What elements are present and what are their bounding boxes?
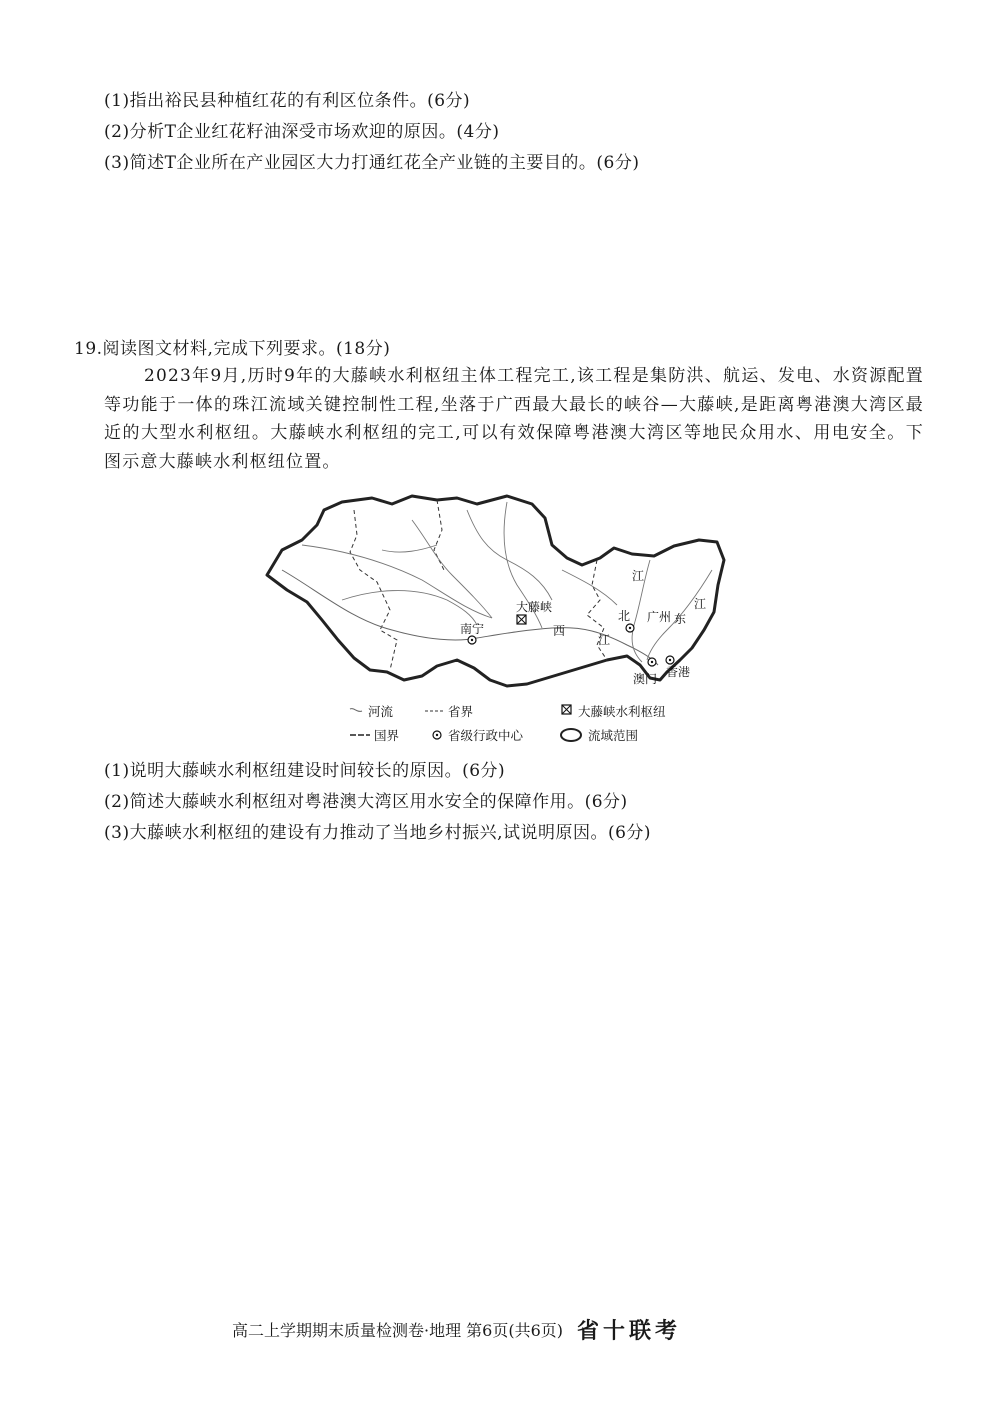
river [282, 570, 658, 665]
river [562, 570, 617, 605]
aomen-marker [648, 658, 656, 666]
label-xianggang: 香港 [666, 665, 691, 679]
q19-part-1: (1)说明大藤峡水利枢纽建设时间较长的原因。(6分) [104, 761, 506, 781]
legend-river-label: 河流 [368, 704, 394, 719]
question-19-paragraph: 2023年9月,历时9年的大藤峡水利枢纽主体工程完工,该工程是集防洪、航运、发电、水资源配置等功能于一体的珠江流域关键控制性工程,坐落于广西最大最长的峡谷—大藤峡,是距离粤港澳大湾区最近的大型水利枢纽。大藤峡水利枢纽的完工,可以有效保障粤港澳大湾区等地民众用水、用电安全。下图示意大藤峡水利枢纽位置。 [104, 366, 924, 472]
label-jiang3: 江 [694, 597, 707, 611]
legend-basin-symbol [561, 729, 581, 741]
legend-river-symbol [350, 709, 362, 712]
footer-brand: 省十联考 [577, 1318, 682, 1344]
legend-basin-label: 流域范围 [588, 728, 639, 743]
q18-part-2: (2)分析T企业红花籽油深受市场欢迎的原因。(4分) [104, 122, 500, 142]
label-aomen: 澳门 [633, 672, 658, 686]
legend-national-border-label: 国界 [374, 728, 400, 743]
q19-part-3: (3)大藤峡水利枢纽的建设有力推动了当地乡村振兴,试说明原因。(6分) [104, 823, 652, 843]
question-19-material [104, 362, 924, 476]
label-jiang: 江 [598, 633, 611, 647]
provincial-border [350, 510, 397, 670]
q18-part-1: (1)指出裕民县种植红花的有利区位条件。(6分) [104, 91, 471, 111]
river [382, 545, 437, 552]
legend-dam-label: 大藤峡水利枢纽 [578, 704, 666, 719]
label-nanning: 南宁 [460, 622, 485, 636]
label-dong: 东 [674, 612, 687, 626]
river [412, 520, 492, 618]
q18-part-3: (3)简述T企业所在产业园区大力打通红花全产业链的主要目的。(6分) [104, 153, 640, 173]
guangzhou-marker [626, 624, 634, 632]
river [467, 510, 552, 600]
label-bei: 北 [618, 609, 631, 623]
xianggang-marker [666, 656, 674, 664]
dam-marker [517, 615, 526, 624]
label-guangzhou: 广州 [647, 610, 672, 624]
footer-text: 高二上学期期末质量检测卷·地理 第6页(共6页) [232, 1321, 564, 1340]
label-jiang2: 江 [632, 569, 645, 583]
river [342, 591, 477, 625]
question-19-heading: 19.阅读图文材料,完成下列要求。(18分) [74, 339, 391, 359]
label-xi: 西 [553, 624, 566, 638]
q19-part-2: (2)简述大藤峡水利枢纽对粤港澳大湾区用水安全的保障作用。(6分) [104, 792, 628, 812]
datengxia-location-map [262, 490, 732, 745]
legend-capital-label: 省级行政中心 [448, 728, 524, 743]
river [302, 545, 492, 618]
map-legend [350, 704, 666, 743]
basin-outline [267, 496, 724, 686]
legend-provincial-border-label: 省界 [448, 704, 474, 719]
label-datengxia: 大藤峡 [516, 600, 553, 614]
nanning-marker [468, 636, 476, 644]
page-footer [232, 1312, 681, 1343]
